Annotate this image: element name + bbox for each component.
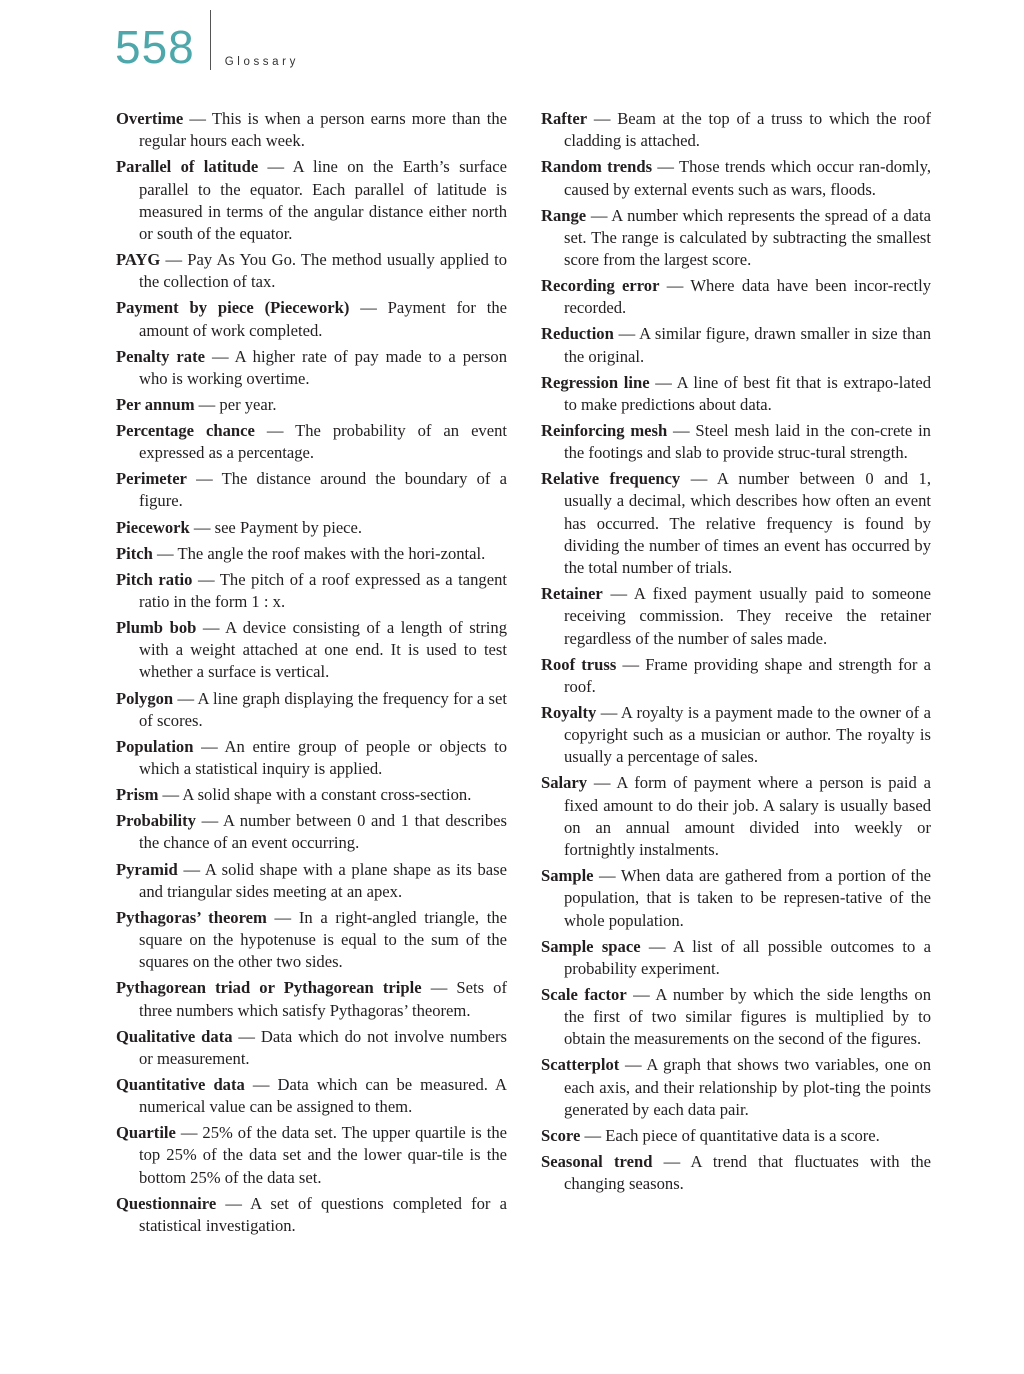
glossary-entry bbox=[541, 984, 931, 1051]
glossary-column-left bbox=[116, 108, 507, 1241]
glossary-definition: — A line graph displaying the frequency for a set of scores. bbox=[139, 688, 507, 730]
glossary-entry bbox=[116, 420, 507, 464]
glossary-definition: — Sets of three numbers which satisfy Pythagoras’ theorem. bbox=[139, 978, 507, 1020]
glossary-term: Pyramid bbox=[116, 859, 178, 879]
glossary-entry bbox=[116, 977, 507, 1021]
glossary-definition: — The pitch of a roof expressed as a tangent ratio in the form 1 : x. bbox=[139, 569, 507, 611]
glossary-entry bbox=[116, 784, 507, 806]
glossary-term: Royalty bbox=[541, 702, 597, 722]
glossary-term: Range bbox=[541, 205, 587, 225]
glossary-term: Regression line bbox=[541, 372, 650, 392]
glossary-entry bbox=[116, 688, 507, 732]
page-number: 558 bbox=[115, 21, 195, 73]
glossary-term: Questionnaire bbox=[116, 1193, 217, 1213]
glossary-term: Per annum bbox=[116, 394, 195, 414]
glossary-term: Plumb bob bbox=[116, 618, 197, 638]
glossary-entry bbox=[116, 1026, 507, 1070]
glossary-term: Seasonal trend bbox=[541, 1152, 653, 1172]
glossary-entry bbox=[116, 907, 507, 974]
glossary-term: Recording error bbox=[541, 276, 660, 296]
glossary-definition: — 25% of the data set. The upper quartile is the top 25% of the data set and the lower quar-tile is the bottom 25% of the data set. bbox=[139, 1123, 507, 1187]
glossary-entry bbox=[541, 372, 931, 416]
glossary-term: Scale factor bbox=[541, 984, 627, 1004]
glossary-definition: — A higher rate of pay made to a person who is working overtime. bbox=[139, 346, 507, 388]
glossary-entry bbox=[541, 468, 931, 579]
glossary-entry bbox=[541, 1125, 931, 1147]
glossary-definition: — A device consisting of a length of string with a weight attached at one end. It is used to test whether a surface is vertical. bbox=[139, 618, 507, 682]
glossary-definition: — Data which can be measured. A numerical value can be assigned to them. bbox=[139, 1074, 507, 1117]
glossary-definition: — A line of best fit that is extrapo-lated to make predictions about data. bbox=[564, 372, 931, 414]
glossary-definition: — A list of all possible outcomes to a probability experiment. bbox=[564, 936, 931, 978]
glossary-term: Perimeter bbox=[116, 469, 187, 489]
glossary-term: Penalty rate bbox=[116, 346, 205, 366]
glossary-entry bbox=[116, 249, 507, 293]
glossary-definition: — The angle the roof makes with the hori-zontal. bbox=[152, 543, 486, 563]
glossary-term: Scatterplot bbox=[541, 1055, 620, 1075]
glossary-definition: — A similar figure, drawn smaller in size than the original. bbox=[564, 324, 931, 366]
glossary-definition: — A set of questions completed for a statistical investigation. bbox=[139, 1193, 507, 1235]
glossary-definition: — When data are gathered from a portion of the population, that is taken to be represen-tative of the whole population. bbox=[564, 866, 931, 930]
glossary-term: Score bbox=[541, 1125, 581, 1145]
glossary-entry bbox=[541, 108, 931, 152]
glossary-definition: — Pay As You Go. The method usually applied to the collection of tax. bbox=[139, 250, 507, 292]
glossary-term: Payment by piece (Piecework) bbox=[116, 298, 350, 318]
glossary-entry bbox=[116, 1122, 507, 1189]
glossary-definition: — A form of payment where a person is paid a fixed amount to do their job. A salary is usually based on an annual amount divided into weekly or fortnightly instalments. bbox=[564, 773, 931, 860]
glossary-definition: — Each piece of quantitative data is a score. bbox=[580, 1125, 880, 1145]
glossary-term: Polygon bbox=[116, 688, 174, 708]
glossary-entry bbox=[116, 569, 507, 613]
glossary-term: Random trends bbox=[541, 157, 653, 177]
glossary-entry bbox=[541, 1054, 931, 1121]
glossary-term: Quartile bbox=[116, 1123, 176, 1143]
glossary-definition: — An entire group of people or objects to which a statistical inquiry is applied. bbox=[139, 736, 507, 779]
glossary-term: Qualitative data bbox=[116, 1026, 233, 1046]
glossary-definition: — A royalty is a payment made to the owner of a copyright such as a musician or author. The royalty is usually a percentage of sales. bbox=[564, 702, 931, 767]
glossary-entry bbox=[541, 1151, 931, 1195]
glossary-entry bbox=[116, 859, 507, 903]
glossary-definition: — Beam at the top of a truss to which the roof cladding is attached. bbox=[564, 109, 931, 151]
glossary-term: Piecework bbox=[116, 517, 190, 537]
glossary-term: Pythagorean triad or Pythagorean triple bbox=[116, 978, 422, 998]
glossary-definition: — A number which represents the spread of a data set. The range is calculated by subtracting the smallest score from the largest score. bbox=[564, 205, 931, 269]
glossary-definition: — The probability of an event expressed as a percentage. bbox=[139, 420, 508, 463]
glossary-entry bbox=[116, 617, 507, 684]
glossary-entry bbox=[541, 275, 931, 319]
glossary-entry bbox=[116, 394, 507, 416]
glossary-definition: — A solid shape with a constant cross-section. bbox=[158, 785, 472, 805]
glossary-term: Reinforcing mesh bbox=[541, 420, 668, 440]
glossary-entry bbox=[541, 936, 931, 980]
glossary-term: Sample space bbox=[541, 936, 641, 956]
glossary-definition: — Data which do not involve numbers or measurement. bbox=[139, 1026, 507, 1068]
glossary-term: Salary bbox=[541, 773, 588, 793]
glossary-definition: — A trend that fluctuates with the changing seasons. bbox=[564, 1152, 931, 1194]
glossary-definition: — The distance around the boundary of a figure. bbox=[139, 469, 507, 511]
glossary-definition: — Where data have been incor-rectly recorded. bbox=[564, 276, 931, 318]
glossary-term: Rafter bbox=[541, 109, 588, 128]
glossary-entry bbox=[116, 1193, 507, 1237]
glossary-entry bbox=[541, 205, 931, 272]
glossary-definition: — A number by which the side lengths on the first of two similar figures is multiplied by to obtain the measurements on the second of the figures. bbox=[564, 984, 932, 1049]
glossary-term: Retainer bbox=[541, 584, 603, 604]
glossary-definition: — per year. bbox=[194, 394, 277, 414]
glossary-definition: — A number between 0 and 1, usually a decimal, which describes how often an event has occurred. The relative frequency is found by dividing the number of times an event has occurred by the total number of trials. bbox=[564, 469, 931, 578]
glossary-definition: — Frame providing shape and strength for a roof. bbox=[564, 654, 931, 696]
glossary-term: Roof truss bbox=[541, 654, 617, 674]
glossary-entry bbox=[116, 810, 507, 854]
section-title: Glossary bbox=[224, 56, 299, 68]
glossary-term: Pythagoras’ theorem bbox=[116, 907, 267, 927]
page-header bbox=[115, 10, 299, 72]
glossary-entry bbox=[541, 865, 931, 932]
glossary-definition: — A number between 0 and 1 that describes the chance of an event occurring. bbox=[139, 811, 507, 853]
glossary-definition: — A fixed payment usually paid to someone receiving commission. They receive the retainer regardless of the number of sales made. bbox=[564, 584, 931, 648]
glossary-definition: — A graph that shows two variables, one on each axis, and their relationship by plot-ting the points generated by each data pair. bbox=[564, 1055, 931, 1119]
glossary-entry bbox=[541, 702, 931, 769]
glossary-term: Sample bbox=[541, 866, 594, 886]
glossary-entry bbox=[541, 583, 931, 650]
glossary-column-right bbox=[541, 108, 931, 1199]
glossary-term: Overtime bbox=[116, 109, 184, 128]
glossary-entry bbox=[116, 517, 507, 539]
glossary-definition: — Steel mesh laid in the con-crete in the footings and slab to provide struc-tural strength. bbox=[564, 420, 931, 463]
glossary-entry bbox=[541, 420, 931, 464]
glossary-entry bbox=[116, 108, 507, 152]
glossary-term: Pitch bbox=[116, 543, 153, 563]
glossary-entry bbox=[541, 654, 931, 698]
glossary-term: Prism bbox=[116, 785, 159, 805]
glossary-term: Reduction bbox=[541, 324, 614, 344]
glossary-term: Percentage chance bbox=[116, 420, 255, 440]
glossary-entry bbox=[116, 1074, 507, 1118]
glossary-term: Population bbox=[116, 736, 194, 756]
glossary-entry bbox=[116, 156, 507, 245]
glossary-entry bbox=[116, 736, 507, 780]
glossary-entry bbox=[541, 323, 931, 367]
glossary-definition: — Payment for the amount of work completed. bbox=[139, 298, 507, 340]
glossary-term: Pitch ratio bbox=[116, 569, 193, 589]
glossary-definition: — A solid shape with a plane shape as its base and triangular sides meeting at an apex. bbox=[139, 859, 507, 901]
glossary-entry bbox=[116, 543, 507, 565]
header-divider bbox=[210, 10, 211, 70]
glossary-entry bbox=[541, 772, 931, 861]
glossary-entry bbox=[116, 346, 507, 390]
glossary-definition: — This is when a person earns more than the regular hours each week. bbox=[139, 109, 507, 151]
glossary-definition: — Those trends which occur ran-domly, caused by external events such as wars, floods. bbox=[564, 157, 931, 199]
glossary-term: Probability bbox=[116, 811, 196, 831]
glossary-definition: — see Payment by piece. bbox=[189, 517, 363, 537]
glossary-entry bbox=[541, 156, 931, 200]
glossary-entry bbox=[116, 297, 507, 341]
glossary-term: Relative frequency bbox=[541, 469, 681, 489]
glossary-definition: — In a right-angled triangle, the square on the hypotenuse is equal to the sum of the squares on the other two sides. bbox=[139, 907, 507, 972]
glossary-term: Parallel of latitude bbox=[116, 157, 259, 177]
glossary-term: PAYG bbox=[116, 250, 161, 269]
glossary-entry bbox=[116, 468, 507, 512]
glossary-definition: — A line on the Earth’s surface parallel to the equator. Each parallel of latitude is measured in terms of the angular distance either north or south of the equator. bbox=[139, 157, 508, 243]
glossary-term: Quantitative data bbox=[116, 1074, 245, 1094]
